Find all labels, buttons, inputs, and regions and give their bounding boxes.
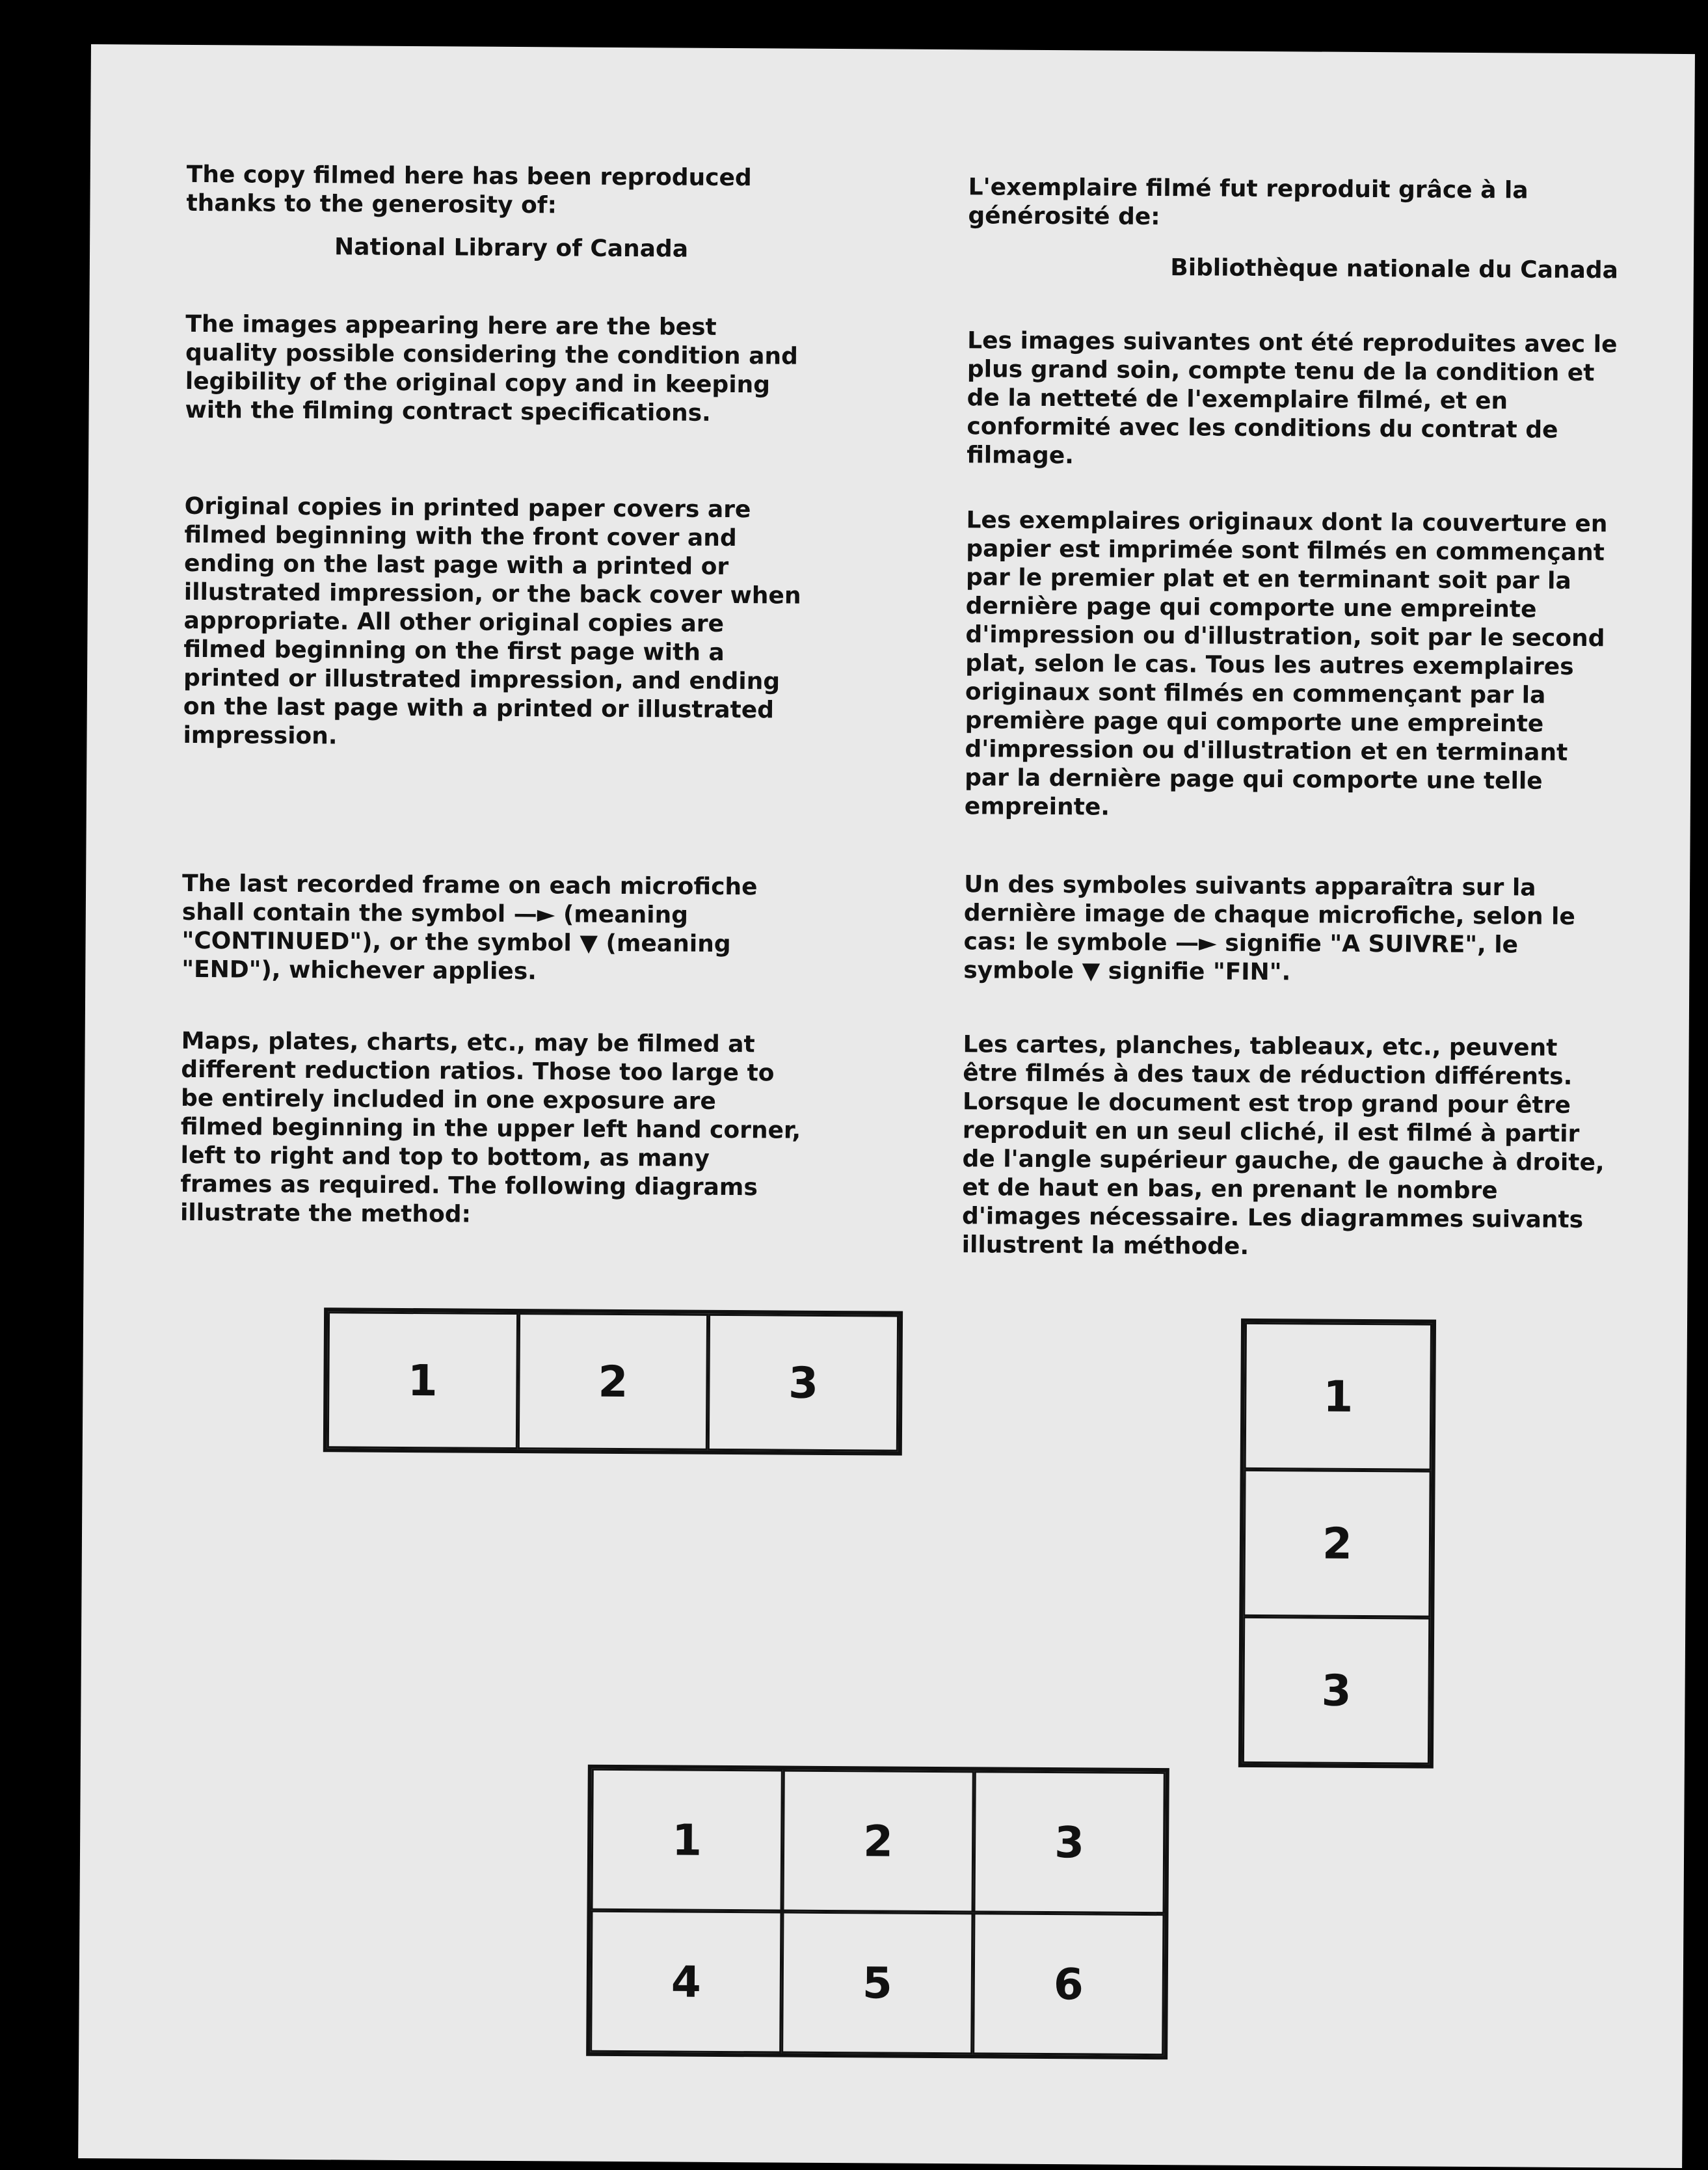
english-symbols-paragraph: [181, 870, 807, 988]
french-symbols-text-b: signifie "A SUIVRE", le symbole: [963, 930, 1519, 985]
frame-cell: 1: [591, 1769, 782, 1912]
frame-cell: 6: [972, 1912, 1164, 2056]
english-symbols-text-c: (meaning "END"), whichever applies.: [181, 930, 731, 985]
english-quality-paragraph: The images appearing here are the best quality possible considering the condition and legibility of the original copy and in keeping with the filming contract specifications.: [185, 310, 798, 427]
end-triangle-icon: ▼: [580, 930, 598, 957]
english-symbols-text-a: The last recorded frame on each microfiche shall contain the symbol: [181, 870, 758, 928]
continued-arrow-icon: —►: [513, 900, 555, 928]
frame-cell: 1: [1244, 1322, 1432, 1471]
french-column: [962, 173, 1625, 1263]
continued-arrow-icon-fr: —►: [1175, 930, 1217, 957]
french-originals-paragraph: Les exemplaires originaux dont la couverture en papier est imprimée sont filmés en commençant par le premier plat et en terminant soit par la dernière page qui comporte une empreinte d'impression ou d'illustration, soit par le second plat, selon le cas. Tous les autres exemplaires originaux sont filmés en commençant par la première page qui comporte une empreinte d'impression ou d'illustration et en terminant par la dernière page qui comporte une telle empreinte.: [964, 507, 1608, 821]
frame-cell: 3: [973, 1771, 1165, 1914]
frame-cell: 2: [782, 1770, 974, 1913]
french-symbols-text-a: Un des symboles suivants apparaîtra sur la dernière image de chaque microfiche, selon le cas: le symbole: [963, 871, 1575, 957]
vertical-frames-diagram: [1238, 1319, 1436, 1769]
french-library-name: Bibliothèque nationale du Canada: [1170, 254, 1619, 284]
english-maps-paragraph: Maps, plates, charts, etc., may be filmed at different reduction ratios. Those too large to be entirely included in one exposure are filmed beginning in the upper left hand corner, left to right and top to bottom, as many frames as required. The following diagrams illustrate the method:: [180, 1027, 801, 1228]
french-quality-paragraph: Les images suivantes ont été reproduites avec le plus grand soin, compte tenu de la condition et de la netteté de l'exemplaire filmé, et en conformité avec les conditions du contrat de filmage.: [967, 327, 1618, 470]
french-thanks: L'exemplaire filmé fut reproduit grâce à la générosité de:: [968, 174, 1528, 231]
frame-cell: 3: [708, 1314, 899, 1452]
french-symbols-text-c: signifie "FIN".: [1100, 958, 1291, 986]
english-thanks: The copy filmed here has been reproduced thanks to the generosity of:: [186, 161, 752, 219]
english-column: [180, 161, 922, 1232]
english-originals-paragraph: Original copies in printed paper covers are filmed beginning with the front cover and ending on the last page with a printed or illustrated impression, or the back cover when appropriate. All other original copies are filmed beginning on the first page with a printed or illustrated impression, and ending on the last page with a printed or illustrated impression.: [183, 492, 801, 750]
frame-cell: 2: [1243, 1469, 1431, 1618]
english-library-name: National Library of Canada: [334, 234, 689, 263]
french-symbols-paragraph: [963, 870, 1614, 989]
horizontal-frames-diagram: [323, 1307, 903, 1455]
frame-cell: 1: [327, 1311, 518, 1449]
filming-notice-page: [78, 44, 1695, 2168]
frame-cell: 3: [1242, 1616, 1430, 1765]
english-symbols-text-b: (meaning "CONTINUED"), or the symbol: [181, 901, 689, 957]
frame-cell: 4: [590, 1910, 782, 2054]
end-triangle-icon-fr: ▼: [1082, 958, 1101, 985]
grid-frames-diagram: [586, 1765, 1169, 2059]
frame-cell: 5: [781, 1912, 973, 2055]
french-maps-paragraph: Les cartes, planches, tableaux, etc., peuvent être filmés à des taux de réduction différents. Lorsque le document est trop grand pour être reproduit en un seul cliché, il est filmé à partir de l'angle supérieur gauche, de gauche à droite, et de haut en bas, en prenant le nombre d'images nécessaire. Les diagrammes suivants illustrent la méthode.: [961, 1031, 1605, 1260]
frame-cell: 2: [517, 1313, 708, 1451]
